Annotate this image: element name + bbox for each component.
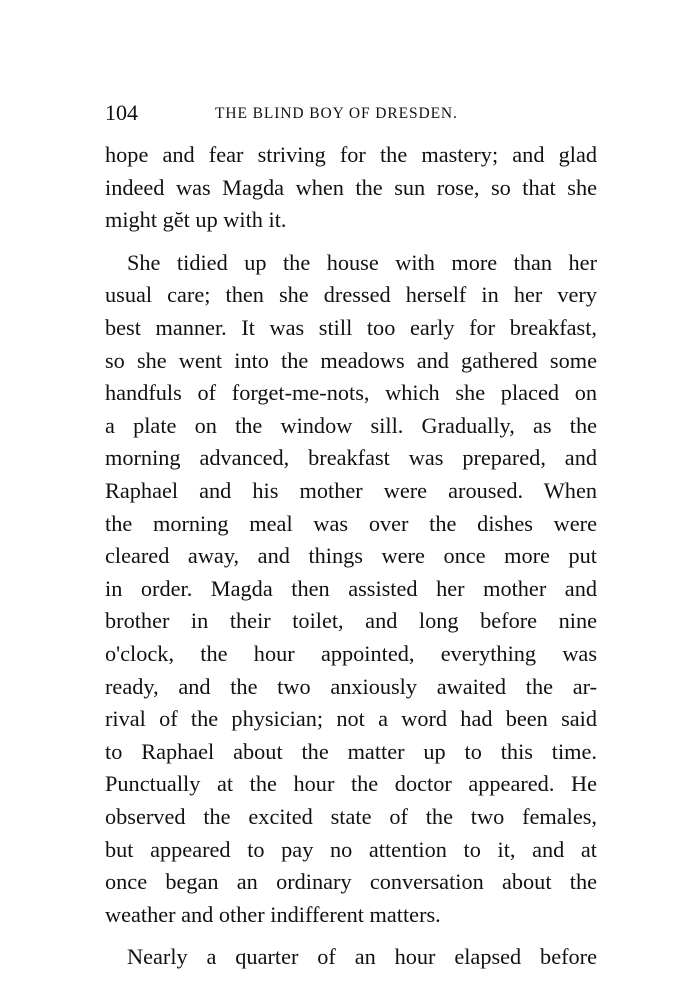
text-line: She tidied up the house with more than her — [127, 249, 597, 275]
text-line: Punctually at the hour the doctor appeared. He — [105, 771, 597, 797]
text-line: to Raphael about the matter up to this time. — [105, 738, 597, 764]
text-line: usual care; then she dressed herself in her very — [105, 282, 597, 308]
text-line: the morning meal was over the dishes were — [105, 510, 597, 536]
text-line: indeed was Magda when the sun rose, so that she — [105, 174, 597, 200]
text-line: Nearly a quarter of an hour elapsed before — [127, 944, 597, 970]
text-line: hope and fear striving for the mastery; and glad — [105, 142, 597, 167]
text-line: observed the excited state of the two females, — [105, 804, 597, 829]
text-line: Raphael and his mother were aroused. When — [105, 478, 597, 503]
page-number: 104 — [105, 100, 138, 125]
text-line: a plate on the window sill. Gradually, as the — [105, 412, 597, 438]
running-title: THE BLIND BOY OF DRESDEN. — [215, 105, 458, 122]
text-line: in order. Magda then assisted her mother and — [105, 575, 597, 601]
text-line: cleared away, and things were once more put — [105, 543, 597, 569]
text-line: morning advanced, breakfast was prepared, and — [105, 445, 597, 471]
text-line: but appeared to pay no attention to it, and at — [105, 836, 597, 862]
text-line: o'clock, the hour appointed, everything was — [105, 641, 597, 666]
text-line: once began an ordinary conversation about the — [105, 869, 597, 895]
text-line: handfuls of forget-me-nots, which she placed on — [105, 380, 597, 406]
text-line: brother in their toilet, and long before nine — [105, 608, 597, 634]
text-line: rival of the physician; not a word had been said — [105, 706, 597, 732]
text-line: ready, and the two anxiously awaited the ar- — [105, 673, 597, 699]
text-line: might gĕt up with it. — [105, 207, 287, 233]
text-line: best manner. It was still too early for breakfast, — [105, 315, 597, 340]
text-line: weather and other indifferent matters. — [105, 901, 441, 927]
text-line: so she went into the meadows and gathered some — [105, 347, 597, 373]
